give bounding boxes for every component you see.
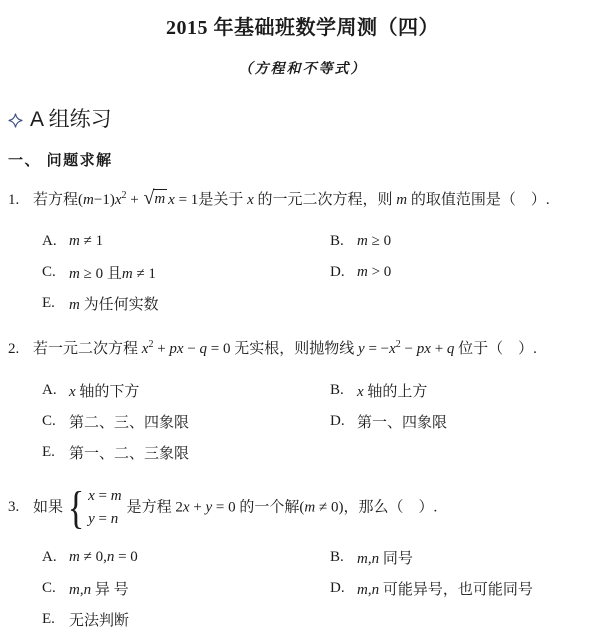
math-variable: q bbox=[199, 340, 208, 357]
math-operator: = 0 bbox=[212, 499, 236, 516]
text-run: ，那么（ ）. bbox=[343, 499, 438, 516]
text-run: 轴的下方 bbox=[75, 383, 140, 400]
math-operator: ≠ 1 bbox=[79, 232, 104, 249]
question-list bbox=[8, 187, 597, 635]
option-row bbox=[330, 375, 597, 406]
option-content bbox=[69, 233, 103, 250]
math-variable: q bbox=[446, 340, 455, 357]
math-variable: y bbox=[205, 499, 213, 516]
math-operator: = − bbox=[364, 340, 390, 357]
math-operator: + bbox=[153, 340, 170, 357]
section-heading bbox=[8, 108, 597, 132]
text-run: 的一个解 bbox=[235, 499, 300, 516]
text-run: 无实根，则抛物线 bbox=[230, 340, 359, 357]
math-variable: n bbox=[371, 551, 380, 568]
option-content bbox=[357, 547, 413, 568]
option-content bbox=[357, 233, 391, 250]
math-variable: x bbox=[69, 383, 76, 400]
option-label: A. bbox=[42, 381, 57, 398]
system-row bbox=[88, 485, 121, 508]
math-variable: m bbox=[69, 296, 80, 313]
math-variable: m bbox=[396, 192, 408, 209]
math-operator: −1) bbox=[93, 192, 115, 209]
math-operator: ( bbox=[78, 192, 84, 209]
option-row bbox=[330, 573, 597, 604]
subsection-heading: 一、 问题求解 bbox=[8, 152, 113, 170]
option-label: E. bbox=[42, 611, 55, 628]
question-stem-row bbox=[8, 481, 597, 533]
math-variable: y bbox=[358, 340, 365, 357]
option-row bbox=[330, 542, 597, 573]
option-content bbox=[69, 609, 129, 630]
math-variable: m bbox=[69, 265, 80, 282]
option-content bbox=[69, 380, 139, 401]
option-row bbox=[42, 573, 330, 604]
option-row bbox=[42, 406, 330, 437]
system-row bbox=[88, 508, 121, 531]
text-run: 且 bbox=[106, 265, 122, 282]
option-label: A. bbox=[42, 549, 57, 566]
math-variable: n bbox=[106, 549, 115, 566]
math-variable: m bbox=[69, 232, 80, 249]
option-content bbox=[357, 411, 447, 432]
text-run: 轴的上方 bbox=[363, 383, 428, 400]
math-superscript: 2 bbox=[148, 338, 154, 350]
option-label: D. bbox=[330, 263, 345, 280]
option-label: B. bbox=[330, 549, 344, 566]
math-superscript: 2 bbox=[121, 190, 127, 202]
text-run: 异 号 bbox=[91, 582, 129, 599]
option-content bbox=[69, 411, 189, 432]
text-run: 为任何实数 bbox=[79, 296, 159, 313]
text-run: 的取值范围是（ ）. bbox=[407, 192, 550, 209]
math-operator: + bbox=[430, 340, 447, 357]
text-run: 如果 bbox=[33, 499, 64, 516]
math-operator: ( bbox=[299, 499, 305, 516]
page-title: 2015 年基础班数学周测（四） bbox=[166, 17, 439, 39]
math-variable: n bbox=[83, 582, 92, 599]
math-operator: = 0 bbox=[114, 549, 138, 566]
math-variable: n bbox=[371, 582, 380, 599]
options-grid bbox=[42, 226, 597, 319]
text-run: 第二、三、四象限 bbox=[69, 414, 190, 431]
question-stem bbox=[33, 187, 550, 215]
option-label: C. bbox=[42, 263, 56, 280]
radicand: m bbox=[154, 191, 166, 208]
option-label: C. bbox=[42, 580, 56, 597]
option-content bbox=[69, 262, 156, 283]
option-content bbox=[69, 549, 138, 566]
math-operator: = bbox=[94, 487, 111, 504]
math-variable: m bbox=[357, 263, 368, 280]
option-content bbox=[69, 442, 189, 463]
math-superscript: 2 bbox=[395, 338, 401, 350]
math-variable: x bbox=[114, 192, 122, 209]
question-number: 3. bbox=[8, 499, 20, 516]
question-block bbox=[8, 336, 597, 468]
math-variable: n bbox=[110, 510, 119, 527]
system-rows bbox=[88, 485, 121, 532]
math-operator: > 0 bbox=[367, 263, 392, 280]
math-variable: m bbox=[304, 499, 316, 516]
option-label: A. bbox=[42, 232, 57, 249]
math-variable: x bbox=[389, 340, 396, 357]
option-row bbox=[42, 375, 330, 406]
section-heading-label: A 组练习 bbox=[30, 108, 112, 131]
option-content bbox=[357, 578, 533, 599]
option-label: D. bbox=[330, 412, 345, 429]
math-operator: , bbox=[367, 582, 372, 599]
option-row bbox=[42, 226, 330, 257]
math-variable: px bbox=[416, 340, 431, 357]
sqrt-expression bbox=[143, 189, 167, 208]
text-run: 同号 bbox=[379, 551, 413, 568]
four-pointed-star-icon bbox=[8, 113, 23, 128]
question-block bbox=[8, 481, 597, 636]
text-run: 无法判断 bbox=[69, 613, 130, 630]
math-variable: px bbox=[169, 340, 184, 357]
options-grid bbox=[42, 542, 597, 635]
option-label: B. bbox=[330, 381, 344, 398]
math-variable: x bbox=[141, 340, 149, 357]
math-operator: = 0 bbox=[207, 340, 231, 357]
option-row bbox=[42, 288, 330, 319]
math-variable: m bbox=[69, 549, 80, 566]
text-run: 若方程 bbox=[33, 192, 79, 209]
math-variable: x bbox=[88, 487, 95, 504]
text-run: 的一元二次方程，则 bbox=[253, 192, 397, 209]
option-label: B. bbox=[330, 232, 344, 249]
question-block bbox=[8, 187, 597, 319]
text-run: 若一元二次方程 bbox=[33, 340, 142, 357]
math-variable: m bbox=[69, 582, 80, 599]
left-brace-icon: { bbox=[67, 481, 85, 533]
question-number: 2. bbox=[8, 340, 20, 357]
math-variable: m bbox=[357, 232, 368, 249]
math-operator: , bbox=[79, 582, 84, 599]
math-variable: x bbox=[182, 499, 190, 516]
math-operator: ≠ 1 bbox=[132, 265, 156, 282]
option-row bbox=[330, 226, 597, 257]
math-variable: x bbox=[168, 192, 175, 209]
page-subtitle: （方程和不等式） bbox=[238, 62, 367, 77]
math-variable: y bbox=[88, 510, 95, 527]
text-run: 位于（ ）. bbox=[454, 340, 537, 357]
option-row bbox=[330, 257, 597, 288]
math-operator: = bbox=[94, 510, 111, 527]
option-row bbox=[42, 604, 330, 635]
math-operator: − bbox=[400, 340, 417, 357]
math-variable: m bbox=[83, 192, 94, 209]
math-operator: + bbox=[189, 499, 206, 516]
text-run: 是关于 bbox=[198, 192, 248, 209]
option-content bbox=[69, 293, 159, 314]
math-variable: x bbox=[357, 383, 364, 400]
text-run: 是方程 bbox=[126, 499, 176, 516]
option-content bbox=[69, 578, 129, 599]
math-operator: ≥ 0 bbox=[79, 265, 107, 282]
option-row bbox=[42, 542, 330, 573]
math-variable: m bbox=[121, 265, 133, 282]
math-variable: m bbox=[357, 551, 368, 568]
equation-system bbox=[65, 481, 122, 533]
question-stem-row bbox=[8, 336, 597, 364]
question-number: 1. bbox=[8, 192, 20, 209]
math-operator: ≥ 0 bbox=[367, 232, 392, 249]
math-operator: ≠ 0, bbox=[79, 549, 107, 566]
question-stem-row bbox=[8, 187, 597, 215]
option-content bbox=[357, 264, 391, 281]
text-run: 第一、四象限 bbox=[357, 414, 448, 431]
text-run: 第一、二、三象限 bbox=[69, 445, 190, 462]
math-operator: 2 bbox=[175, 499, 183, 516]
math-variable: m bbox=[110, 487, 122, 504]
option-row bbox=[330, 406, 597, 437]
question-stem bbox=[33, 336, 537, 364]
math-operator: − bbox=[183, 340, 200, 357]
math-variable: m bbox=[357, 582, 368, 599]
options-grid bbox=[42, 375, 597, 468]
option-content bbox=[357, 380, 427, 401]
math-operator: + bbox=[126, 192, 143, 209]
radical-sign: √ bbox=[143, 187, 155, 210]
text-run: 可能异号，也可能同号 bbox=[379, 582, 533, 599]
option-label: E. bbox=[42, 443, 55, 460]
option-label: D. bbox=[330, 580, 345, 597]
option-label: C. bbox=[42, 412, 56, 429]
math-operator: = 1 bbox=[174, 192, 199, 209]
option-row bbox=[42, 437, 330, 468]
option-label: E. bbox=[42, 294, 55, 311]
question-stem bbox=[33, 481, 438, 533]
math-operator: ≠ 0) bbox=[315, 499, 344, 516]
math-variable: x bbox=[247, 192, 254, 209]
math-operator: , bbox=[367, 551, 372, 568]
option-row bbox=[42, 257, 330, 288]
